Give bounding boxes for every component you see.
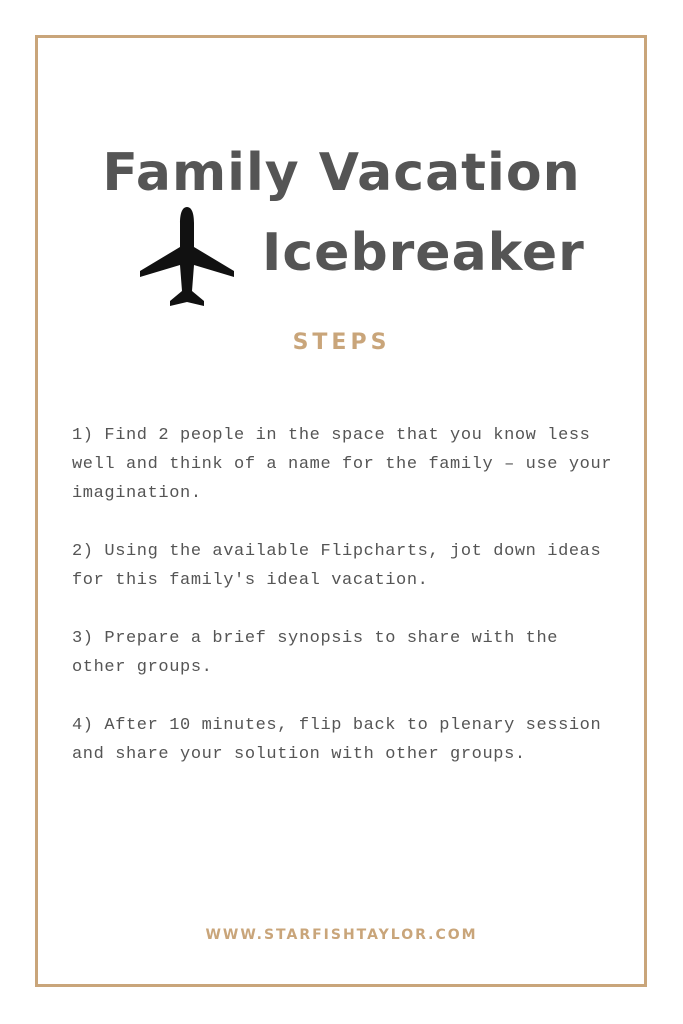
steps-heading: STEPS	[292, 330, 391, 355]
title-line-1: Family Vacation	[102, 143, 581, 203]
step-item: 4) After 10 minutes, flip back to plenary session and share your solution with other groups.	[72, 716, 602, 764]
title-line-2: Icebreaker	[262, 223, 585, 283]
website-url: WWW.STARFISHTAYLOR.COM	[205, 927, 478, 943]
steps-list	[72, 421, 617, 798]
airplane-icon	[138, 205, 236, 309]
step-item: 3) Prepare a brief synopsis to share with the other groups.	[72, 629, 559, 677]
step-item: 2) Using the available Flipcharts, jot down ideas for this family's ideal vacation.	[72, 542, 602, 590]
step-item: 1) Find 2 people in the space that you know less well and think of a name for the family – use your imagination.	[72, 426, 613, 503]
